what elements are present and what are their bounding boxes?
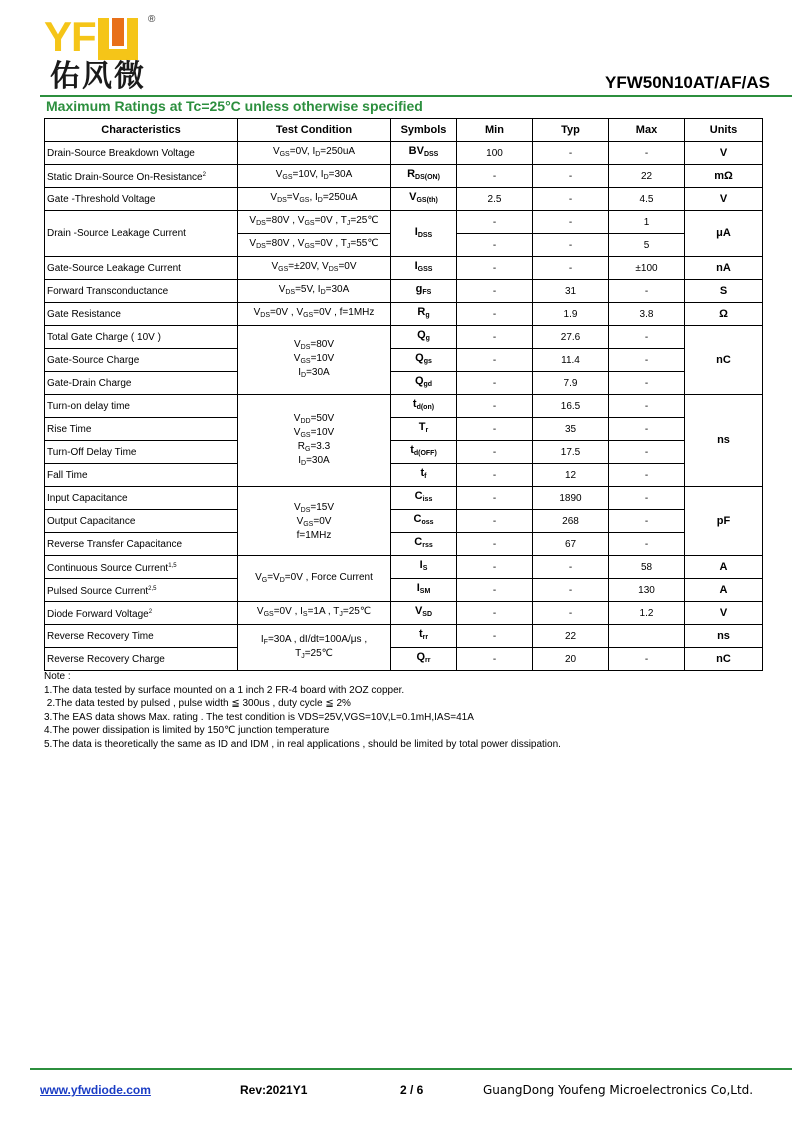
note-line: 2.The data tested by pulsed , pulse width ≦ 300us , duty cycle ≦ 2% — [44, 698, 351, 709]
column-header: Units — [685, 119, 763, 142]
min-cell: - — [457, 234, 533, 257]
typ-cell: - — [533, 165, 609, 188]
condition-cell: $V_{DD}=50V$ $V_{GS}=10V$ $R_G=3.3$ $I_D=30A$ — [238, 395, 391, 487]
typ-cell: 11.4 — [533, 349, 609, 372]
characteristic-cell: Total Gate Charge ( 10V ) — [45, 326, 238, 349]
unit-cell: A — [685, 556, 763, 579]
min-cell: - — [457, 625, 533, 648]
logo-letters: YF — [44, 13, 96, 60]
symbol-cell: $t_f$ — [391, 464, 457, 487]
symbol-cell: $t_{d(OFF)}$ — [391, 441, 457, 464]
characteristic-cell: Gate -Threshold Voltage — [45, 188, 238, 211]
symbol-cell: $R_g$ — [391, 303, 457, 326]
revision: Rev:2021Y1 — [240, 1083, 308, 1097]
symbol-cell: $C_{oss}$ — [391, 510, 457, 533]
typ-cell: 22 — [533, 625, 609, 648]
table-row — [45, 257, 763, 280]
max-cell: 58 — [609, 556, 685, 579]
table-row — [45, 556, 763, 579]
website-link[interactable]: www.yfwdiode.com — [40, 1083, 151, 1097]
typ-cell: 268 — [533, 510, 609, 533]
typ-cell: 1.9 — [533, 303, 609, 326]
column-header: Characteristics — [45, 119, 238, 142]
characteristic-cell: Reverse Transfer Capacitance — [45, 533, 238, 556]
unit-cell: mΩ — [685, 165, 763, 188]
note-line: 4.The power dissipation is limited by 150℃ junction temperature — [44, 725, 330, 736]
typ-cell: 67 — [533, 533, 609, 556]
characteristic-cell: Drain-Source Breakdown Voltage — [45, 142, 238, 165]
symbol-cell: $I_{DSS}$ — [391, 211, 457, 257]
symbol-cell: $C_{iss}$ — [391, 487, 457, 510]
min-cell: - — [457, 418, 533, 441]
typ-cell: 16.5 — [533, 395, 609, 418]
min-cell: - — [457, 648, 533, 671]
characteristic-cell: Rise Time — [45, 418, 238, 441]
typ-cell: - — [533, 257, 609, 280]
symbol-cell: $I_{SM}$ — [391, 579, 457, 602]
condition-cell: $V_{DS}=80V$ $V_{GS}=10V$ $I_D=30A$ — [238, 326, 391, 395]
max-cell: - — [609, 349, 685, 372]
characteristic-cell: Input Capacitance — [45, 487, 238, 510]
notes — [44, 670, 561, 751]
max-cell: - — [609, 487, 685, 510]
characteristic-cell: Gate Resistance — [45, 303, 238, 326]
symbol-cell: $V_{GS(th)}$ — [391, 188, 457, 211]
max-cell: - — [609, 418, 685, 441]
table-row — [45, 625, 763, 648]
logo-u-shape — [98, 18, 138, 60]
symbol-cell: $Q_{gd}$ — [391, 372, 457, 395]
min-cell: - — [457, 533, 533, 556]
footer-divider — [30, 1068, 792, 1070]
table-row — [45, 441, 763, 464]
logo-chinese-name: 佑风微 — [50, 59, 146, 94]
max-cell — [609, 625, 685, 648]
max-cell: 22 — [609, 165, 685, 188]
min-cell: 2.5 — [457, 188, 533, 211]
max-cell: 1.2 — [609, 602, 685, 625]
table-row — [45, 326, 763, 349]
max-cell: 1 — [609, 211, 685, 234]
max-cell: - — [609, 280, 685, 303]
condition-cell: $I_F=30A$ , dI/dt=100A/μs , $T_J=25℃$ — [238, 625, 391, 671]
max-cell: 5 — [609, 234, 685, 257]
table-row — [45, 648, 763, 671]
typ-cell: 12 — [533, 464, 609, 487]
characteristic-cell: Gate-Source Leakage Current — [45, 257, 238, 280]
min-cell: - — [457, 372, 533, 395]
typ-cell: - — [533, 602, 609, 625]
characteristic-cell: Continuous Source Current$^{1,5}$ — [45, 556, 238, 579]
symbol-cell: $Q_g$ — [391, 326, 457, 349]
unit-cell: nA — [685, 257, 763, 280]
table-row — [45, 142, 763, 165]
symbol-cell: $Q_{rr}$ — [391, 648, 457, 671]
column-header: Min — [457, 119, 533, 142]
unit-cell: μA — [685, 211, 763, 257]
table-row — [45, 188, 763, 211]
note-line: 5.The data is theoretically the same as ID and IDM , in real applications , should be limited by total power dissipation. — [44, 738, 561, 750]
characteristic-cell: Output Capacitance — [45, 510, 238, 533]
page-number: 2 / 6 — [400, 1083, 424, 1097]
characteristic-cell: Turn-Off Delay Time — [45, 441, 238, 464]
column-header: Max — [609, 119, 685, 142]
max-cell: - — [609, 510, 685, 533]
min-cell: - — [457, 280, 533, 303]
symbol-cell: $Q_{gs}$ — [391, 349, 457, 372]
unit-cell: nC — [685, 326, 763, 395]
typ-cell: - — [533, 188, 609, 211]
typ-cell: 35 — [533, 418, 609, 441]
condition-cell: $V_{GS}=0V$ , $I_S=1A$ , $T_J=25℃$ — [238, 602, 391, 625]
table-row — [45, 165, 763, 188]
unit-cell: V — [685, 188, 763, 211]
characteristic-cell: Pulsed Source Current$^{2,5}$ — [45, 579, 238, 602]
column-header: Symbols — [391, 119, 457, 142]
typ-cell: 17.5 — [533, 441, 609, 464]
max-cell: ±100 — [609, 257, 685, 280]
characteristic-cell: Static Drain-Source On-Resistance$^2$ — [45, 165, 238, 188]
min-cell: - — [457, 326, 533, 349]
min-cell: 100 — [457, 142, 533, 165]
max-cell: - — [609, 441, 685, 464]
characteristic-cell: Reverse Recovery Charge — [45, 648, 238, 671]
table-row — [45, 487, 763, 510]
column-header: Typ — [533, 119, 609, 142]
column-header: Test Condition — [238, 119, 391, 142]
symbol-cell: $g_{FS}$ — [391, 280, 457, 303]
symbol-cell: $R_{DS(ON)}$ — [391, 165, 457, 188]
max-cell: - — [609, 648, 685, 671]
condition-cell: $V_{DS}=15V$ $V_{GS}=0V$ f=1MHz — [238, 487, 391, 556]
min-cell: - — [457, 257, 533, 280]
table-row — [45, 533, 763, 556]
typ-cell: - — [533, 142, 609, 165]
typ-cell: 7.9 — [533, 372, 609, 395]
symbol-cell: $V_{SD}$ — [391, 602, 457, 625]
characteristic-cell: Gate-Source Charge — [45, 349, 238, 372]
header-divider — [40, 95, 792, 97]
unit-cell: V — [685, 142, 763, 165]
note-line: 3.The EAS data shows Max. rating . The test condition is VDS=25V,VGS=10V,L=0.1mH,IAS=41A — [44, 711, 474, 723]
characteristic-cell: Forward Transconductance — [45, 280, 238, 303]
table-header-row — [45, 119, 763, 142]
symbol-cell: $T_r$ — [391, 418, 457, 441]
typ-cell: 27.6 — [533, 326, 609, 349]
max-cell: - — [609, 533, 685, 556]
section-title: Maximum Ratings at Tc=25°C unless otherwise specified — [46, 98, 423, 114]
characteristic-cell: Gate-Drain Charge — [45, 372, 238, 395]
min-cell: - — [457, 211, 533, 234]
min-cell: - — [457, 579, 533, 602]
typ-cell: - — [533, 556, 609, 579]
max-cell: - — [609, 395, 685, 418]
logo-mark — [44, 14, 138, 60]
company-logo — [44, 14, 164, 94]
table-row — [45, 464, 763, 487]
unit-cell: ns — [685, 395, 763, 487]
symbol-cell: $C_{rss}$ — [391, 533, 457, 556]
min-cell: - — [457, 165, 533, 188]
characteristic-cell: Turn-on delay time — [45, 395, 238, 418]
table-row — [45, 510, 763, 533]
condition-cell: $V_G=V_D=0V$ , Force Current — [238, 556, 391, 602]
min-cell: - — [457, 441, 533, 464]
table-row — [45, 211, 763, 234]
min-cell: - — [457, 303, 533, 326]
condition-cell: $V_{DS}=80V$ , $V_{GS}=0V$ , $T_J=25℃$ — [238, 211, 391, 234]
unit-cell: S — [685, 280, 763, 303]
unit-cell: ns — [685, 625, 763, 648]
max-cell: - — [609, 372, 685, 395]
min-cell: - — [457, 602, 533, 625]
unit-cell: pF — [685, 487, 763, 556]
max-cell: - — [609, 464, 685, 487]
symbol-cell: $t_{rr}$ — [391, 625, 457, 648]
table-row — [45, 418, 763, 441]
ratings-table — [44, 118, 763, 671]
typ-cell: 20 — [533, 648, 609, 671]
typ-cell: - — [533, 234, 609, 257]
typ-cell: 31 — [533, 280, 609, 303]
min-cell: - — [457, 510, 533, 533]
table-row — [45, 349, 763, 372]
typ-cell: 1890 — [533, 487, 609, 510]
registered-mark: ® — [148, 14, 156, 25]
characteristic-cell: Drain -Source Leakage Current — [45, 211, 238, 257]
typ-cell: - — [533, 211, 609, 234]
min-cell: - — [457, 395, 533, 418]
symbol-cell: $BV_{DSS}$ — [391, 142, 457, 165]
unit-cell: V — [685, 602, 763, 625]
characteristic-cell: Reverse Recovery Time — [45, 625, 238, 648]
table-row — [45, 395, 763, 418]
company-name: GuangDong Youfeng Microelectronics Co,Ltd. — [483, 1083, 754, 1097]
max-cell: - — [609, 142, 685, 165]
min-cell: - — [457, 556, 533, 579]
condition-cell: $V_{GS}=0V$, $I_D=250uA$ — [238, 142, 391, 165]
table-row — [45, 602, 763, 625]
unit-cell: Ω — [685, 303, 763, 326]
condition-cell: $V_{DS}=0V$ , $V_{GS}=0V$ , f=1MHz — [238, 303, 391, 326]
part-number: YFW50N10AT/AF/AS — [605, 73, 770, 92]
condition-cell: $V_{DS}=80V$ , $V_{GS}=0V$ , $T_J=55℃$ — [238, 234, 391, 257]
symbol-cell: $t_{d(on)}$ — [391, 395, 457, 418]
condition-cell: $V_{GS}=10V$, $I_D=30A$ — [238, 165, 391, 188]
condition-cell: $V_{DS}=V_{GS}$, $I_D=250uA$ — [238, 188, 391, 211]
symbol-cell: $I_S$ — [391, 556, 457, 579]
max-cell: - — [609, 326, 685, 349]
unit-cell: nC — [685, 648, 763, 671]
table-row — [45, 280, 763, 303]
symbol-cell: $I_{GSS}$ — [391, 257, 457, 280]
min-cell: - — [457, 464, 533, 487]
table-row — [45, 372, 763, 395]
unit-cell: A — [685, 579, 763, 602]
note-line: 1.The data tested by surface mounted on a 1 inch 2 FR-4 board with 2OZ copper. — [44, 684, 405, 696]
condition-cell: $V_{GS}=\pm 20V$, $V_{DS}=0V$ — [238, 257, 391, 280]
table-row — [45, 303, 763, 326]
typ-cell: - — [533, 579, 609, 602]
note-line: Note : — [44, 671, 71, 682]
characteristic-cell: Fall Time — [45, 464, 238, 487]
max-cell: 4.5 — [609, 188, 685, 211]
max-cell: 3.8 — [609, 303, 685, 326]
max-cell: 130 — [609, 579, 685, 602]
table-row — [45, 579, 763, 602]
condition-cell: $V_{DS}=5V$, $I_D=30A$ — [238, 280, 391, 303]
characteristic-cell: Diode Forward Voltage$^2$ — [45, 602, 238, 625]
min-cell: - — [457, 349, 533, 372]
min-cell: - — [457, 487, 533, 510]
